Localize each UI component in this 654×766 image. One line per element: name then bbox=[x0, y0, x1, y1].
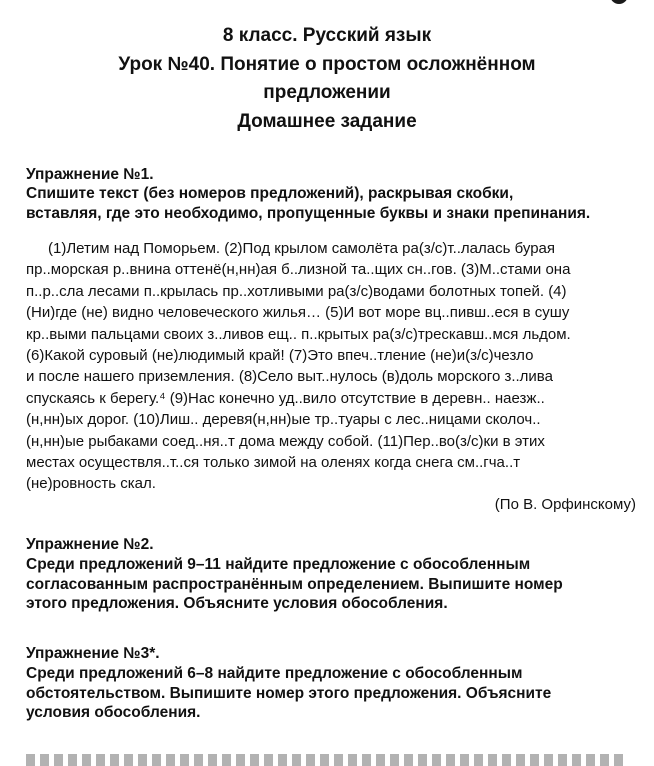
text-line: (1)Летим над Поморьем. (2)Под крылом самолёта ра(з/с)т..лалась бурая bbox=[48, 240, 556, 257]
document-header bbox=[0, 22, 654, 136]
homework-heading: Домашнее задание bbox=[237, 110, 417, 132]
task-line: Спишите текст (без номеров предложений), раскрывая скобки, bbox=[26, 185, 514, 202]
grade-subject-title: 8 класс. Русский язык bbox=[222, 25, 432, 46]
exercise-1-title: Упражнение №1. bbox=[26, 166, 154, 183]
text-line: спускаясь к берегу.⁴ (9)Нас конечно уд..вило отсутствие в деревн.. наезж.. bbox=[26, 389, 545, 407]
task-line: этого предложения. Объясните условия обособления. bbox=[26, 595, 448, 612]
text-line: п..р..сла лесами п..крылась пр..хотливыми ра(з/с)водами болотных топей. (4) bbox=[26, 282, 567, 300]
lesson-title-continued: предложении bbox=[263, 82, 391, 103]
text-source-attribution: (По В. Орфинскому) bbox=[494, 496, 636, 513]
task-line: обстоятельством. Выпишите номер этого предложения. Объясните bbox=[26, 684, 552, 702]
text-line: (н,нн)ые рыбаками соед..ня..т дома между собой. (11)Пер..во(з/с)ки в этих bbox=[26, 432, 545, 450]
task-line: Среди предложений 9–11 найдите предложение с обособленным bbox=[26, 556, 531, 573]
text-line: кр..выми пальцами своих з..ливов ещ.. п..крытых ра(з/с)трескавш..мся льдом. bbox=[26, 325, 571, 343]
exercise-2-task bbox=[26, 555, 638, 614]
text-line: (6)Какой суровый (не)людимый край! (7)Это впеч..тление (не)и(з/с)чезло bbox=[26, 347, 534, 365]
text-line: местах осуществля..т..ся только зимой на оленях когда снега см..гча..т bbox=[26, 454, 521, 472]
task-line: согласованным распространённым определением. Выпишите номер bbox=[26, 575, 563, 593]
cut-off-next-text bbox=[26, 754, 626, 766]
exercise-1-text bbox=[26, 238, 638, 495]
exercise-3-title: Упражнение №3*. bbox=[26, 645, 160, 662]
exercise-2-title: Упражнение №2. bbox=[26, 536, 154, 553]
exercise-3-task bbox=[26, 664, 638, 723]
exercise-1-task bbox=[26, 184, 638, 223]
text-line: пр..морская р..внина оттенё(н,нн)ая б..лизной та..щих сн..гов. (3)М..стами она bbox=[26, 261, 571, 279]
text-line: (не)ровность скал. bbox=[26, 475, 156, 493]
text-line: и после нашего приземления. (8)Село выт..нулось (в)доль морского з..лива bbox=[26, 368, 553, 386]
lesson-title: Урок №40. Понятие о простом осложнённом bbox=[118, 53, 536, 75]
text-line: (н,нн)ых дорог. (10)Лиш.. деревя(н,нн)ые тр..туары с лес..ницами сколоч.. bbox=[26, 411, 541, 429]
corner-logo-mark bbox=[610, 0, 628, 4]
text-line: (Ни)где (не) видно человеческого жилья… (5)И вот море вц..пивш..еся в сушу bbox=[26, 304, 570, 322]
task-line: Среди предложений 6–8 найдите предложение с обособленным bbox=[26, 665, 523, 682]
task-line: условия обособления. bbox=[26, 704, 201, 721]
task-line: вставляя, где это необходимо, пропущенные буквы и знаки препинания. bbox=[26, 204, 591, 222]
